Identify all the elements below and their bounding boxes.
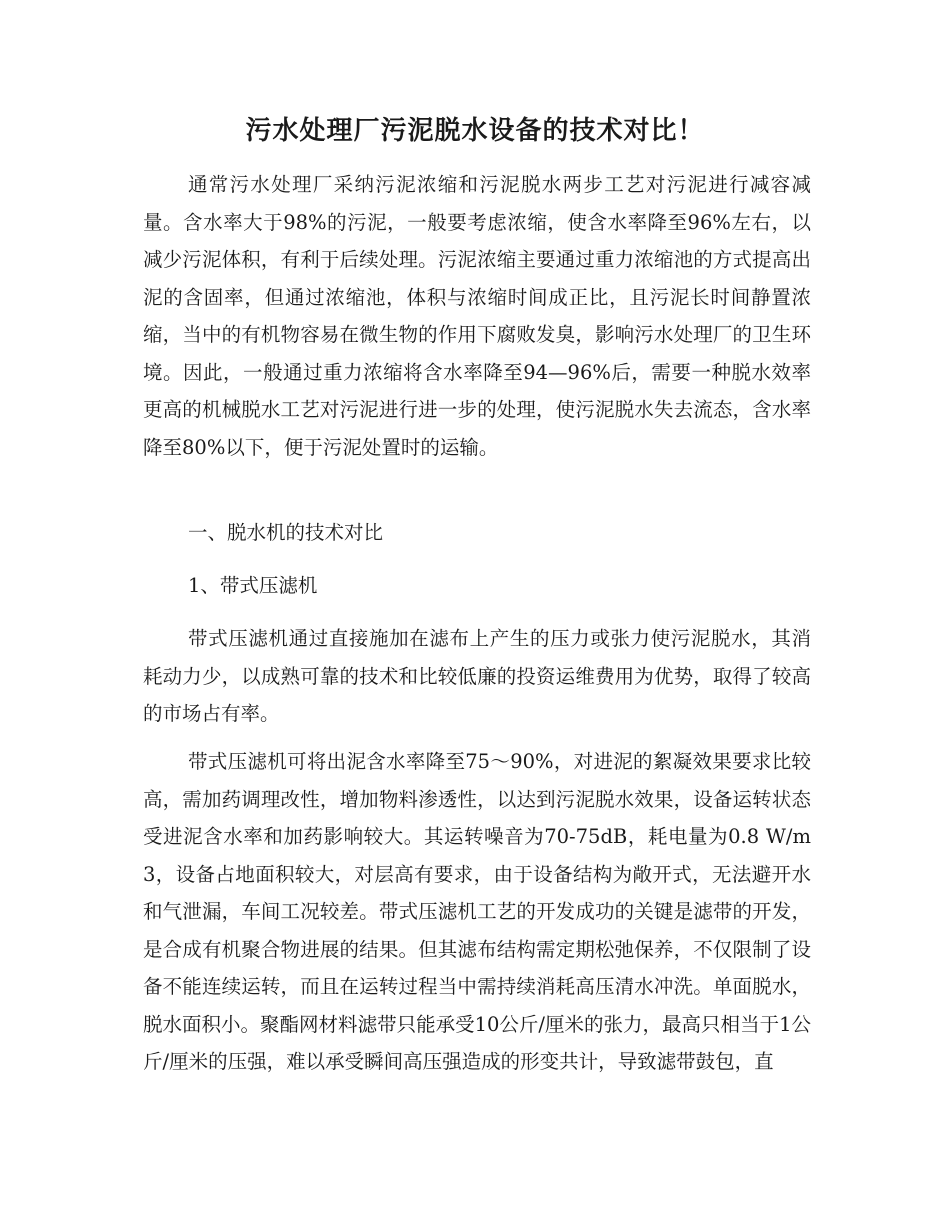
belt-press-intro-paragraph: 带式压滤机通过直接施加在滤布上产生的压力或张力使污泥脱水，其消耗动力少，以成熟可靠的技术和比较低廉的投资运维费用为优势，取得了较高的市场占有率。: [143, 627, 811, 725]
intro-paragraph: 通常污水处理厂采纳污泥浓缩和污泥脱水两步工艺对污泥进行减容减量。含水率大于98%的污泥，一般要考虑浓缩，使含水率降至96%左右，以减少污泥体积，有利于后续处理。污泥浓缩主要通过重力浓缩池的方式提高出泥的含固率，但通过浓缩池，体积与浓缩时间成正比，且污泥长时间静置浓缩，当中的有机物容易在微生物的作用下腐败发臭，影响污水处理厂的卫生环境。因此，一般通过重力浓缩将含水率降至94—96%后，需要一种脱水效率更高的机械脱水工艺对污泥进行进一步的处理，使污泥脱水失去流态，含水率降至80%以下，便于污泥处置时的运输。: [143, 173, 811, 459]
subsection-heading: 1、带式压滤机: [188, 574, 318, 597]
document-title: 污水处理厂污泥脱水设备的技术对比！: [245, 116, 705, 146]
belt-press-detail-paragraph: 带式压滤机可将出泥含水率降至75～90%，对进泥的絮凝效果要求比较高，需加药调理改性，增加物料渗透性，以达到污泥脱水效果，设备运转状态受进泥含水率和加药影响较大。其运转噪音为70-75dB，耗电量为0.8 W/m3，设备占地面积较大，对层高有要求，由于设备结构为敞开式，无法避开水和气泄漏，车间工况较差。带式压滤机工艺的开发成功的关键是滤带的开发，是合成有机聚合物进展的结果。但其滤布结构需定期松弛保养，不仅限制了设备不能连续运转，而且在运转过程当中需持续消耗高压清水冲洗。单面脱水，脱水面积小。聚酯网材料滤带只能承受10公斤/厘米的张力，最高只相当于1公斤/厘米的压强，难以承受瞬间高压强造成的形变共计，导致滤带鼓包，直: [143, 750, 811, 1073]
section-heading: 一、脱水机的技术对比: [188, 521, 384, 544]
